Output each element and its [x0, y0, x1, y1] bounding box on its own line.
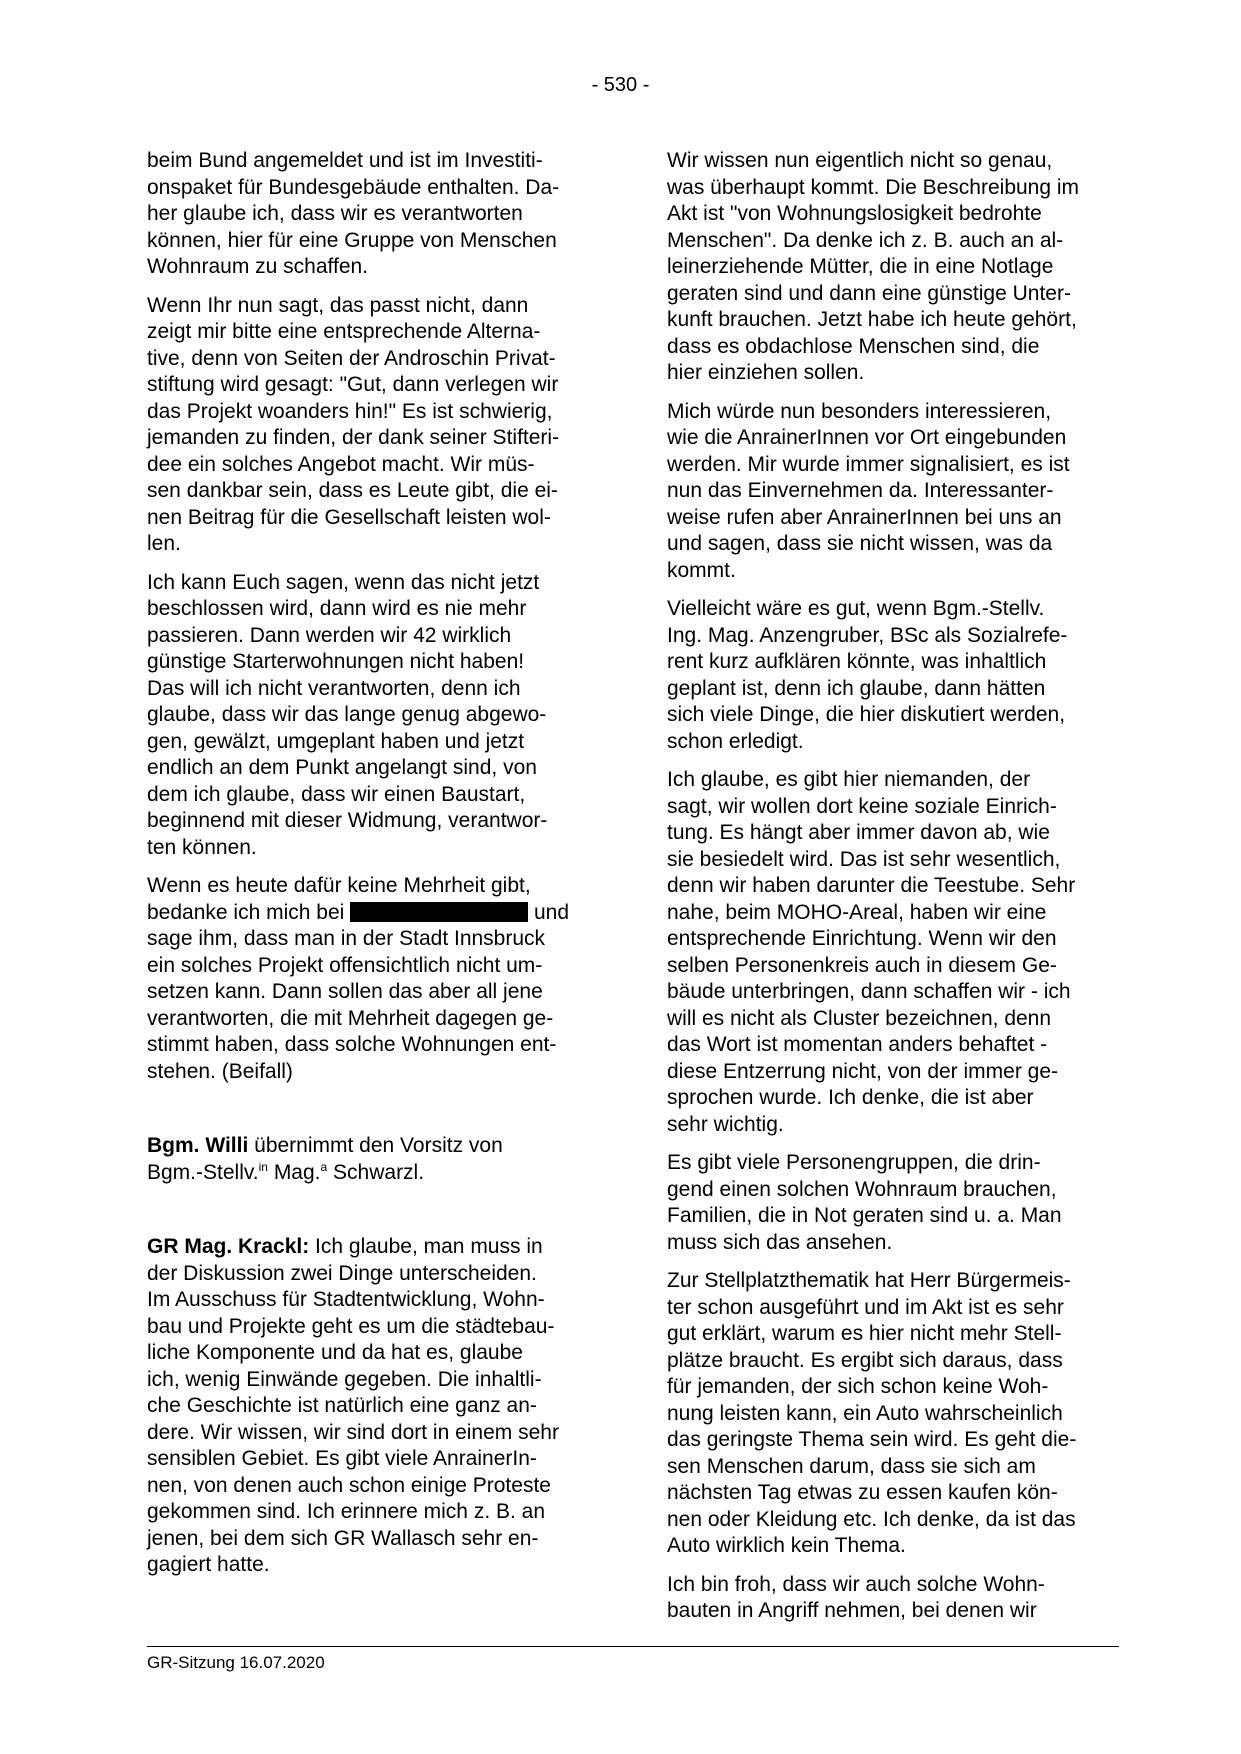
redaction-bar [350, 902, 528, 922]
footer-divider [147, 1646, 1119, 1647]
paragraph: Ich bin froh, dass wir auch solche Wohn- bauten in Angriff nehmen, bei denen wir [667, 1572, 1045, 1622]
paragraph-text: und [528, 900, 569, 924]
paragraph: Zur Stellplatzthematik hat Herr Bürgermeis- ter schon ausgeführt und im Akt ist es sehr gut erklärt, warum es hier nicht mehr Stell- plätze braucht. Es ergibt sich daraus, dass für jemanden, der sich schon keine Woh- nung leisten kann, ein Auto wahrscheinlich das geringste Thema sein wird. Es geht die- sen Menschen darum, dass sie sich am nächsten Tag etwas zu essen kaufen kön- nen oder Kleidung etc. Ich denke, da ist das Auto wirklich kein Thema. [667, 1269, 1077, 1557]
superscript: a [320, 1159, 328, 1174]
chair-change-note [147, 1133, 597, 1186]
speaker-name: Bgm. Willi [147, 1134, 249, 1157]
paragraph-with-redaction [147, 873, 597, 1085]
right-column [667, 148, 1119, 1637]
paragraph-text: sage ihm, dass man in der Stadt Innsbruck ein solches Projekt offensichtlich nicht um- setzen kann. Dann sollen das aber all jene verantworten, die mit Mehrheit dagegen ge- stimmt haben, dass solche Wohnungen ent- stehen. (Beifall) [147, 927, 557, 1083]
paragraph: Ich kann Euch sagen, wenn das nicht jetzt beschlossen wird, dann wird es nie mehr passieren. Dann werden wir 42 wirklich günstige Starterwohnungen nicht haben! Das will ich nicht verantworten, denn ich glaube, dass wir das lange genug abgewo- gen, gewälzt, umgeplant haben und jetzt endlich an dem Punkt angelangt sind, von dem ich glaube, dass wir einen Baustart, beginnend mit dieser Widmung, verantwor- ten können. [147, 570, 548, 859]
paragraph-line: Wenn es heute dafür keine Mehrheit gibt, [147, 874, 531, 897]
paragraph: Mich würde nun besonders interessieren, wie die AnrainerInnen vor Ort eingebunden werden. Mir wurde immer signalisiert, es ist nun das Einvernehmen da. Interessanter- weise rufen aber AnrainerInnen bei uns an und sagen, dass sie nicht wissen, was da kommt. [667, 399, 1070, 582]
superscript: in [258, 1159, 268, 1174]
left-column [147, 148, 597, 1591]
paragraph-text: Ich glaube, man muss in der Diskussion zwei Dinge unterscheiden. Im Ausschuss für Stadtentwicklung, Wohn- bau und Projekte geht es um die städtebau- liche Komponente und da hat es, glaube ich, wenig Einwände gegeben. Die inhaltli- che Geschichte ist natürlich eine ganz an- dere. Wir wissen, wir sind dort in einem sehr sensiblen Gebiet. Es gibt viele AnrainerIn- nen, von denen auch schon einige Proteste gekommen sind. Ich erinnere mich z. B. an jenen, bei dem sich GR Wallasch sehr en- gagiert hatte. [147, 1235, 559, 1576]
paragraph: Ich glaube, es gibt hier niemanden, der sagt, wir wollen dort keine soziale Einrich- tung. Es hängt aber immer davon ab, wie sie besiedelt wird. Das ist sehr wesentlich, denn wir haben darunter die Teestube. Sehr nahe, beim MOHO-Areal, haben wir eine entsprechende Einrichtung. Wenn wir den selben Personenkreis auch in diesem Ge- bäude unterbringen, dann schaffen wir - ich will es nicht als Cluster bezeichnen, denn das Wort ist momentan anders behaftet - diese Entzerrung nicht, von der immer ge- sprochen wurde. Ich denke, die ist aber sehr wichtig. [667, 768, 1076, 1136]
paragraph: beim Bund angemeldet und ist im Investiti- onspaket für Bundesgebäude enthalten. Da- her glaube ich, dass wir es verantworten können, hier für eine Gruppe von Menschen Wohnraum zu schaffen. [147, 149, 560, 278]
paragraph-text: Mag. [267, 1160, 321, 1184]
paragraph-text: übernimmt den Vorsitz von Bgm.-Stellv. [147, 1134, 503, 1184]
paragraph: Es gibt viele Personengruppen, die drin- gend einen solchen Wohnraum brauchen, Familien, die in Not geraten sind u. a. Man muss sich das ansehen. [667, 1151, 1062, 1254]
speaker-name: GR Mag. Krackl: [147, 1235, 310, 1258]
speech-paragraph [147, 1234, 597, 1579]
page-number: - 530 - [591, 74, 650, 96]
paragraph-text: bedanke ich mich bei [147, 900, 351, 924]
footer-session-date: GR-Sitzung 16.07.2020 [147, 1653, 325, 1672]
paragraph: Vielleicht wäre es gut, wenn Bgm.-Stellv. Ing. Mag. Anzengruber, BSc als Sozialrefe- rent kurz aufklären könnte, was inhaltlich geplant ist, denn ich glaube, dann hätten sich viele Dinge, die hier diskutiert werden, schon erledigt. [667, 597, 1068, 753]
paragraph: Wir wissen nun eigentlich nicht so genau, was überhaupt kommt. Die Beschreibung im Akt ist "von Wohnungslosigkeit bedrohte Menschen". Da denke ich z. B. auch an al- leinerziehende Mütter, die in eine Notlage geraten sind und dann eine günstige Unter- kunft brauchen. Jetzt habe ich heute gehört, dass es obdachlose Menschen sind, die hier einziehen sollen. [667, 149, 1080, 384]
paragraph-text: Schwarzl. [327, 1160, 425, 1184]
paragraph: Wenn Ihr nun sagt, das passt nicht, dann zeigt mir bitte eine entsprechende Alterna- tive, denn von Seiten der Androschin Privat- stiftung wird gesagt: "Gut, dann verlegen wir das Projekt woanders hin!" Es ist schwierig, jemanden zu finden, der dank seiner Stifteri- dee ein solches Angebot macht. Wir müs- sen dankbar sein, dass es Leute gibt, die ei- nen Beitrag für die Gesellschaft leisten wol- len. [147, 293, 560, 555]
